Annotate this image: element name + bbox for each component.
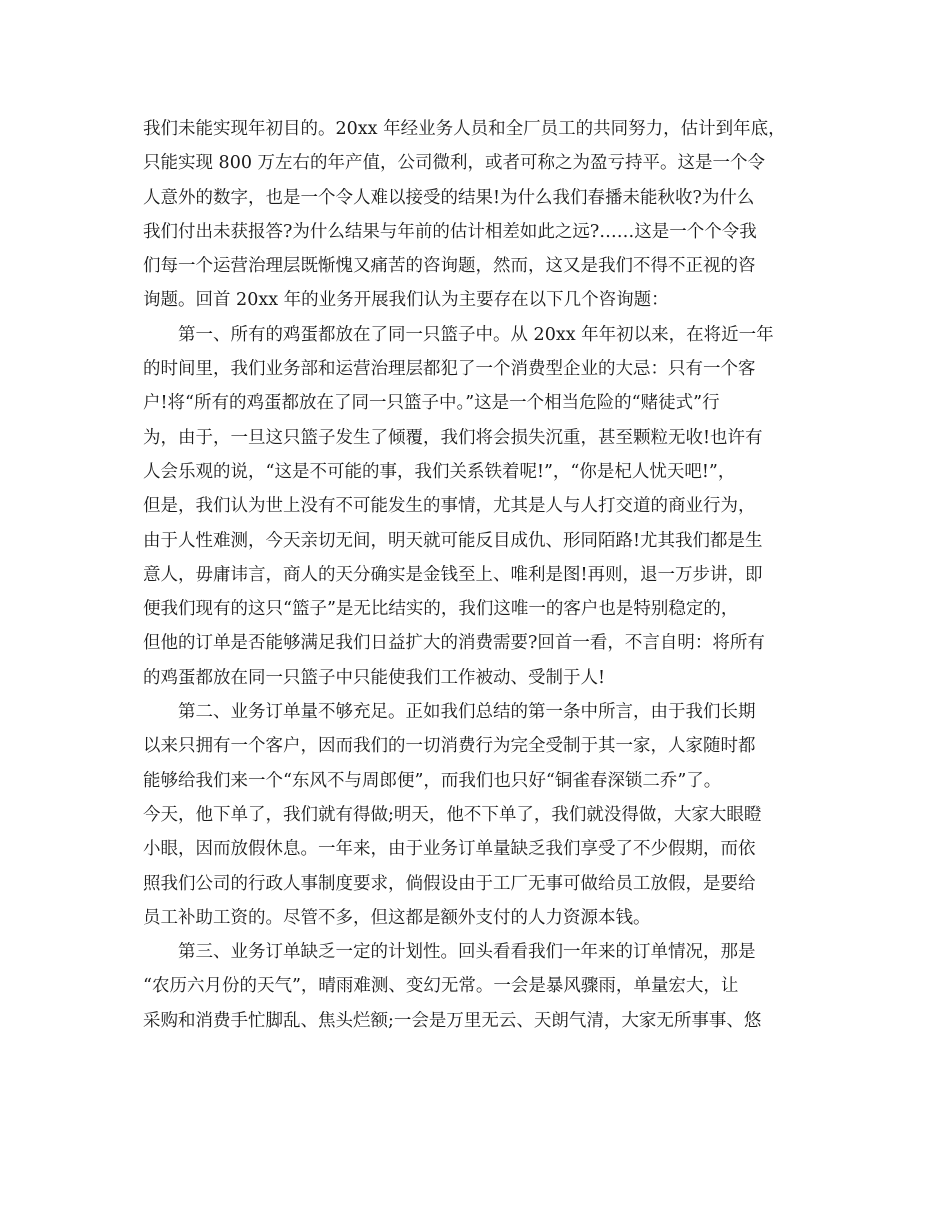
text-line: 第二、业务订单量不够充足。正如我们总结的第一条中所言，由于我们长期 — [178, 702, 756, 723]
text-line: 员工补助工资的。尽管不多，但这都是额外支付的人力资源本钱。 — [143, 907, 651, 928]
text-line: 户!将“所有的鸡蛋都放在了同一只篮子中。”这是一个相当危险的“赌徒式”行 — [143, 393, 720, 414]
text-line: 照我们公司的行政人事制度要求，倘假设由于工厂无事可做给员工放假，是要给 — [143, 873, 756, 894]
text-line: 便我们现有的这只“篮子”是无比结实的，我们这唯一的客户也是特别稳定的， — [143, 599, 739, 620]
text-line: 采购和消费手忙脚乱、焦头烂额;一会是万里无云、天朗气清，大家无所事事、悠 — [143, 1010, 762, 1031]
text-line: 我们未能实现年初目的。20xx 年经业务人员和全厂员工的共同努力，估计到年底， — [143, 119, 786, 139]
text-line: 的时间里，我们业务部和运营治理层都犯了一个消费型企业的大忌：只有一个客 — [143, 359, 756, 380]
text-line: 第三、业务订单缺乏一定的计划性。回头看看我们一年来的订单情况，那是 — [178, 942, 756, 963]
text-line: 由于人性难测，今天亲切无间，明天就可能反目成仇、形同陌路!尤其我们都是生 — [143, 530, 763, 551]
text-line: 能够给我们来一个“东风不与周郎便”，而我们也只好“铜雀春深锁二乔”了。 — [143, 770, 722, 791]
text-line: 只能实现 800 万左右的年产值，公司微利，或者可称之为盈亏持平。这是一个令 — [143, 153, 766, 174]
text-line: “农历六月份的天气”，晴雨难测、变幻无常。一会是暴风骤雨，单量宏大，让 — [143, 976, 739, 997]
text-line: 意人，毋庸讳言，商人的天分确实是金钱至上、唯利是图!再则，退一万步讲，即 — [143, 564, 763, 585]
paragraph-first-issue — [143, 318, 807, 695]
text-line: 们每一个运营治理层既惭愧又痛苦的咨询题，然而，这又是我们不得不正视的咨 — [143, 256, 756, 277]
paragraph-third-issue — [143, 935, 807, 1038]
text-line: 我们付出未获报答?为什么结果与年前的估计相差如此之远?……这是一个个令我 — [143, 221, 757, 242]
text-line: 人会乐观的说，“这是不可能的事，我们关系铁着呢!”，“你是杞人忧天吧!”， — [143, 461, 736, 482]
paragraph-intro — [143, 112, 807, 318]
paragraph-second-issue — [143, 695, 807, 935]
text-line: 但是，我们认为世上没有不可能发生的事情，尤其是人与人打交道的商业行为， — [143, 496, 756, 517]
document-body — [143, 112, 807, 1038]
text-line: 第一、所有的鸡蛋都放在了同一只篮子中。从 20xx 年年初以来，在将近一年 — [178, 324, 774, 345]
text-line: 但他的订单是否能够满足我们日益扩大的消费需要?回首一看，不言自明：将所有 — [143, 633, 765, 654]
text-line: 今天，他下单了，我们就有得做;明天，他不下单了，我们就没得做，大家大眼瞪 — [143, 804, 762, 825]
text-line: 为，由于，一旦这只篮子发生了倾覆，我们将会损失沉重，甚至颗粒无收!也许有 — [143, 427, 763, 448]
text-line: 以来只拥有一个客户，因而我们的一切消费行为完全受制于其一家，人家随时都 — [143, 736, 756, 757]
text-line: 的鸡蛋都放在同一只篮子中只能使我们工作被动、受制于人! — [143, 667, 606, 688]
text-line: 询题。回首 20xx 年的业务开展我们认为主要存在以下几个咨询题： — [143, 290, 669, 311]
text-line: 人意外的数字，也是一个令人难以接受的结果!为什么我们春播未能秋收?为什么 — [143, 187, 755, 208]
text-line: 小眼，因而放假休息。一年来，由于业务订单量缺乏我们享受了不少假期，而依 — [143, 839, 756, 860]
